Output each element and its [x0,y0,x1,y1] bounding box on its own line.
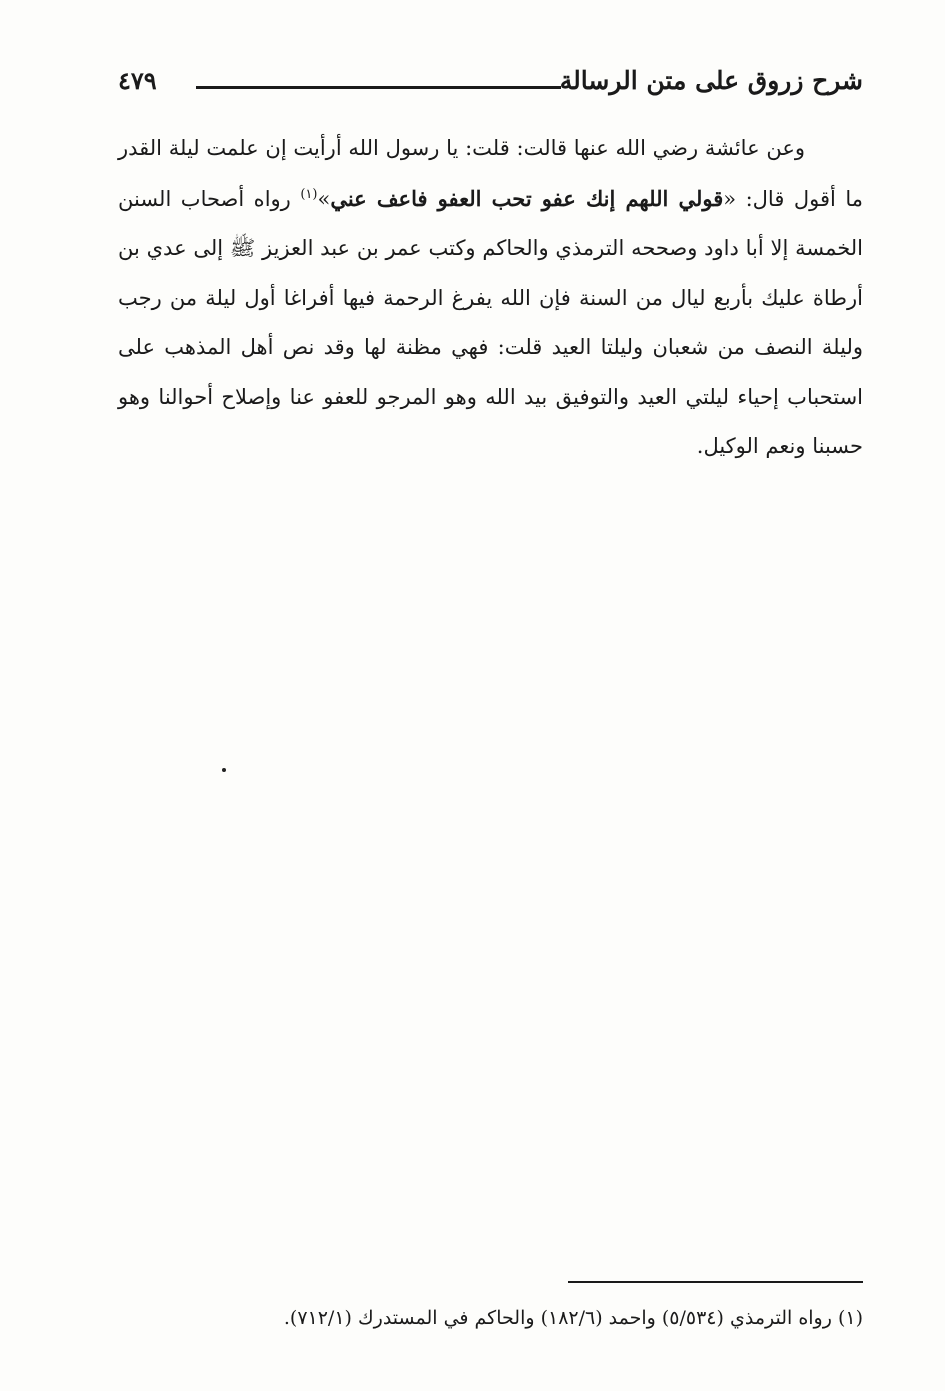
footnote-rule [568,1281,863,1283]
ink-speck [222,768,226,772]
header-rule [196,86,561,89]
footnote-reference[interactable]: (١) [300,186,318,202]
paragraph [118,124,863,472]
paragraph-text: وعن عائشة رضي الله عنها قالت: قلت: يا رسول الله أرأيت إن علمت ليلة القدر ما أقول قال: « [118,136,863,211]
page-number: ٤٧٩ [118,66,157,95]
page-header [118,62,863,106]
footnote: (١) رواه الترمذي (٥/٥٣٤) واحمد (١٨٢/٦) والحاكم في المستدرك (٧١٢/١). [283,1307,863,1329]
hadith-quote: قولي اللهم إنك عفو تحب العفو فاعف عني [330,185,724,211]
paragraph-text-continued: رواه أصحاب السنن الخمسة إلا أبا داود وصححه الترمذي والحاكم وكتب عمر بن عبد العزيز ﷺ إلى عدي بن أرطاة عليك بأربع ليال من السنة فإن الله يفرغ الرحمة فيها أفراغا أول ليلة من رجب وليلة النصف من شعبان وليلتا العيد قلت: فهي مظنة لها وقد نص أهل المذهب على استحباب إحياء ليلتي العيد والتوفيق بيد الله وهو المرجو للعفو عنا وإصلاح أحوالنا وهو حسبنا ونعم الوكيل. [118,186,863,458]
main-text [118,124,863,472]
closing-quote-mark: » [317,186,331,211]
running-title: شرح زروق على متن الرسالة [559,66,863,95]
